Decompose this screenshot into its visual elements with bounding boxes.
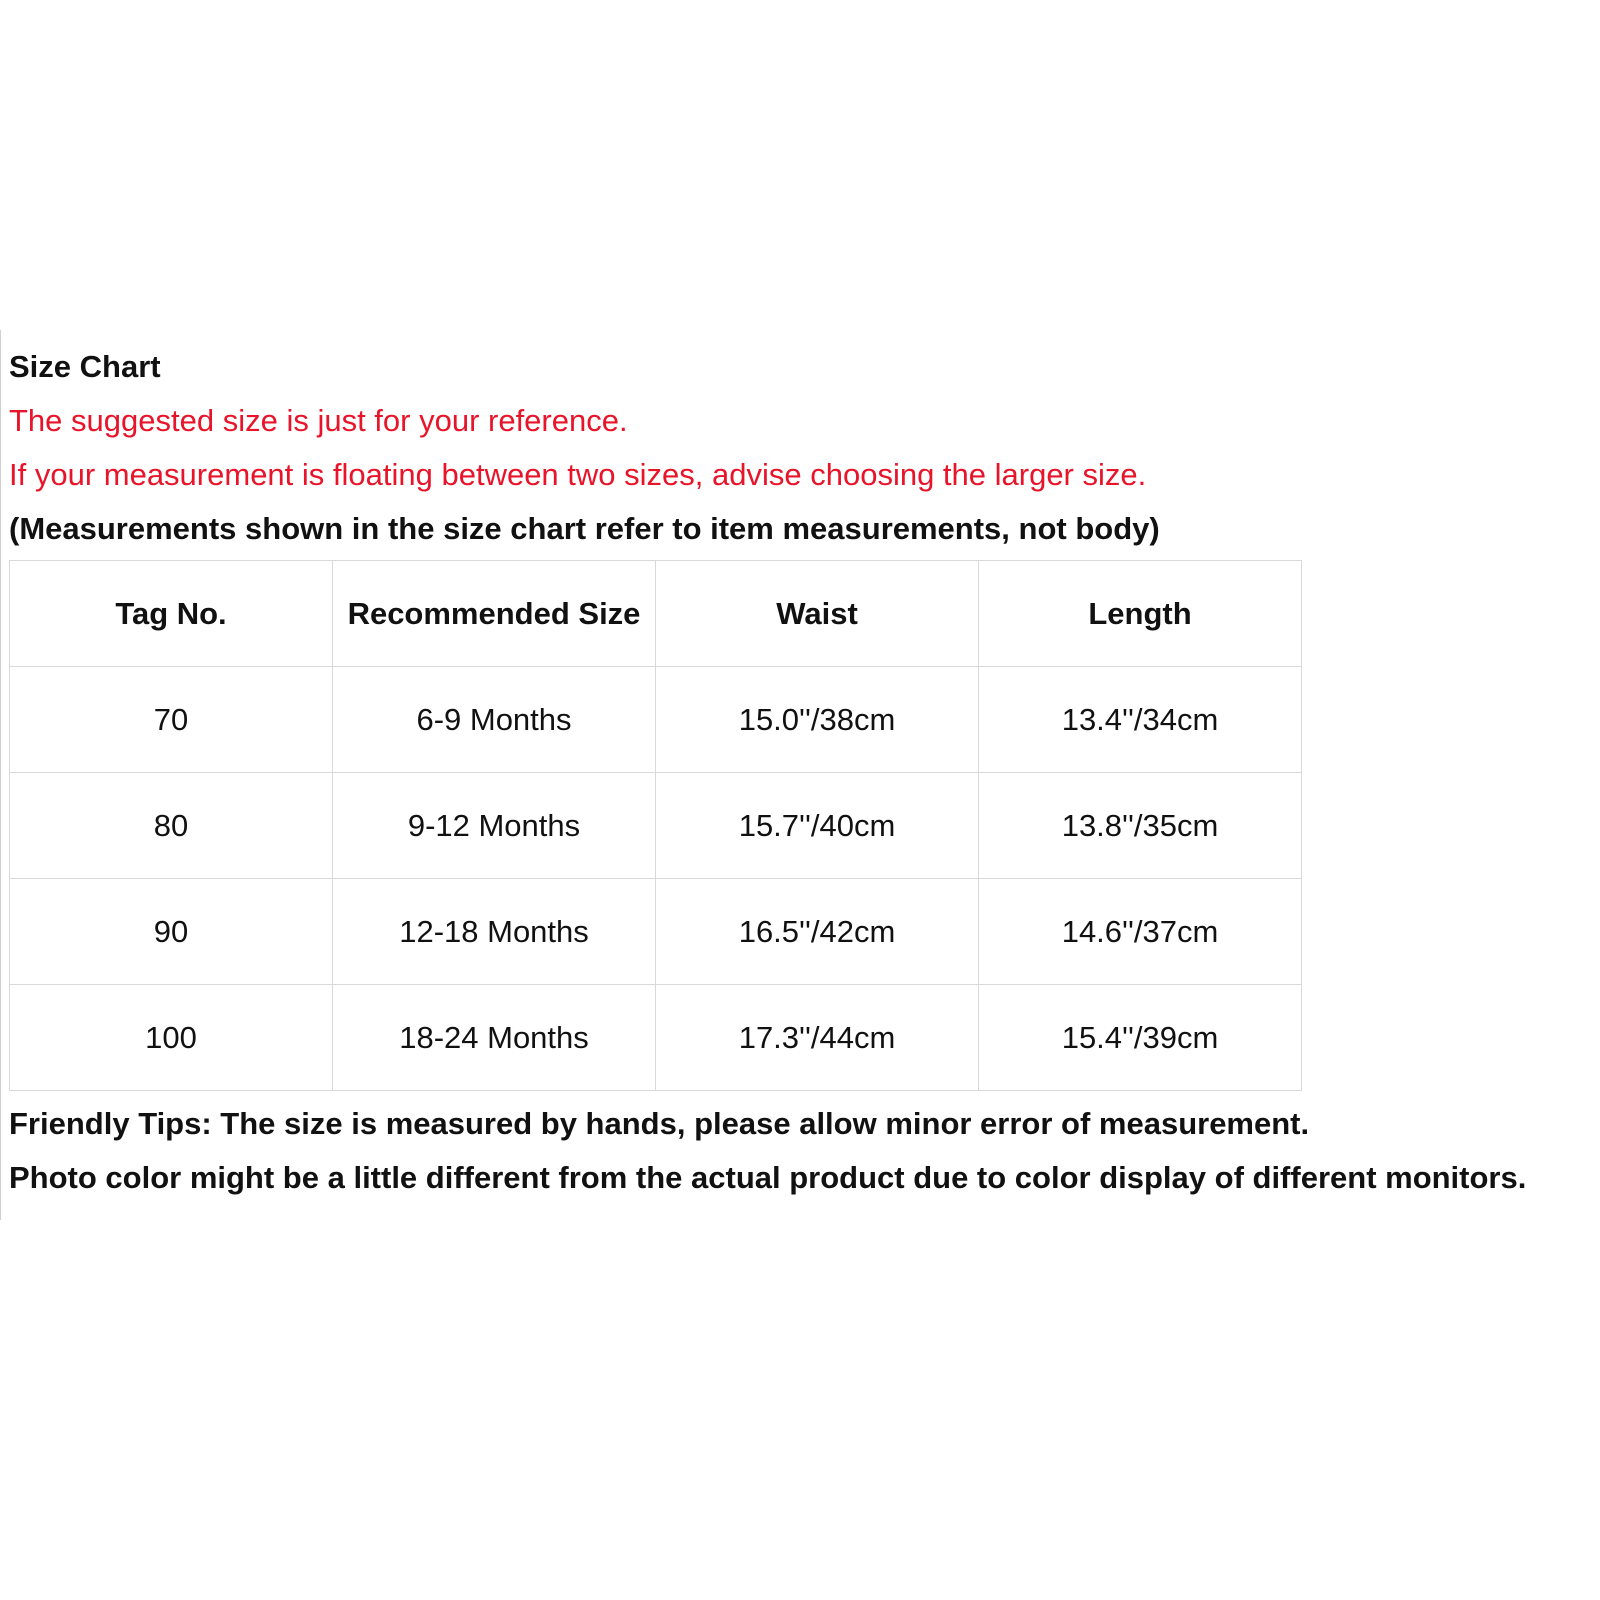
cell-recommended-size: 9-12 Months [333, 773, 656, 879]
table-header-row [10, 561, 1302, 667]
cell-tag-no: 70 [10, 667, 333, 773]
cell-length: 15.4''/39cm [979, 985, 1302, 1091]
cell-waist: 16.5''/42cm [656, 879, 979, 985]
page-title: Size Chart [9, 349, 161, 384]
header-waist: Waist [656, 561, 979, 667]
tips-section [9, 1097, 1597, 1205]
friendly-tip: Friendly Tips: The size is measured by hands, please allow minor error of measurement. [9, 1106, 1310, 1141]
header-tag-no: Tag No. [10, 561, 333, 667]
cell-recommended-size: 12-18 Months [333, 879, 656, 985]
size-table [9, 560, 1302, 1091]
larger-size-note: If your measurement is floating between two sizes, advise choosing the larger size. [9, 457, 1147, 492]
cell-length: 13.8''/35cm [979, 773, 1302, 879]
reference-note: The suggested size is just for your reference. [9, 403, 628, 438]
cell-waist: 17.3''/44cm [656, 985, 979, 1091]
cell-waist: 15.0''/38cm [656, 667, 979, 773]
cell-recommended-size: 18-24 Months [333, 985, 656, 1091]
header-length: Length [979, 561, 1302, 667]
table-row [10, 985, 1302, 1091]
cell-length: 13.4''/34cm [979, 667, 1302, 773]
left-divider [0, 330, 1, 1220]
cell-waist: 15.7''/40cm [656, 773, 979, 879]
table-row [10, 773, 1302, 879]
size-chart-section [9, 340, 1597, 1205]
photo-color-tip: Photo color might be a little different from the actual product due to color display of different monitors. [9, 1160, 1527, 1195]
cell-tag-no: 90 [10, 879, 333, 985]
cell-tag-no: 80 [10, 773, 333, 879]
table-row [10, 667, 1302, 773]
cell-recommended-size: 6-9 Months [333, 667, 656, 773]
measurement-note: (Measurements shown in the size chart refer to item measurements, not body) [9, 511, 1160, 546]
header-recommended-size: Recommended Size [333, 561, 656, 667]
cell-length: 14.6''/37cm [979, 879, 1302, 985]
table-row [10, 879, 1302, 985]
cell-tag-no: 100 [10, 985, 333, 1091]
